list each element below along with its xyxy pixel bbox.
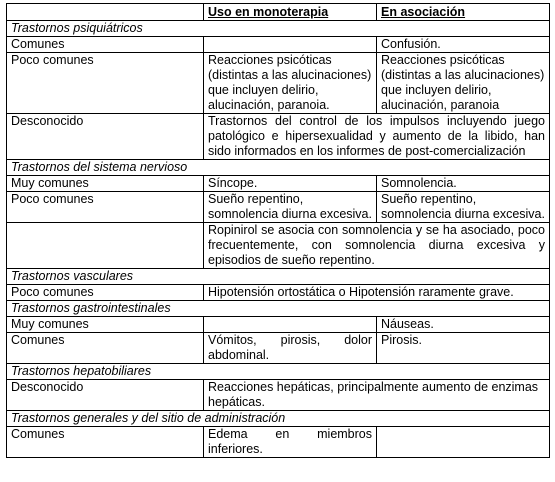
monotherapy-cell: Reacciones psicóticas (distintas a las alucinaciones) que incluyen delirio, alucinación, paranoia. (204, 53, 377, 114)
monotherapy-cell: Edema en miembros inferiores. (204, 427, 377, 458)
table-row (7, 317, 550, 333)
table-row (7, 380, 550, 411)
frequency-cell: Poco comunes (7, 192, 204, 223)
section-hepatobiliary: Trastornos hepatobiliares (7, 364, 550, 380)
section-vascular: Trastornos vasculares (7, 269, 550, 285)
monotherapy-cell: Vómitos, pirosis, dolor abdominal. (204, 333, 377, 364)
table-row (7, 223, 550, 269)
table-row (7, 333, 550, 364)
table-row (7, 427, 550, 458)
adverse-reactions-table (6, 3, 550, 458)
table-row (7, 285, 550, 301)
header-monotherapy: Uso en monoterapia (204, 4, 377, 21)
frequency-cell: Comunes (7, 333, 204, 364)
table-row (7, 53, 550, 114)
section-row (7, 411, 550, 427)
combination-cell: Confusión. (377, 37, 550, 53)
merged-cell: Reacciones hepáticas, principalmente aumento de enzimas hepáticas. (204, 380, 550, 411)
combination-cell: Pirosis. (377, 333, 550, 364)
frequency-cell: Comunes (7, 427, 204, 458)
merged-cell: Ropinirol se asocia con somnolencia y se ha asociado, poco frecuentemente, con somnolencia diurna excesiva y episodios de sueño repentino. (204, 223, 550, 269)
monotherapy-cell: Sueño repentino, somnolencia diurna excesiva. (204, 192, 377, 223)
header-row (7, 4, 550, 21)
merged-cell: Hipotensión ortostática o Hipotensión raramente grave. (204, 285, 550, 301)
monotherapy-cell (204, 317, 377, 333)
section-gastrointestinal: Trastornos gastrointestinales (7, 301, 550, 317)
frequency-cell: Poco comunes (7, 285, 204, 301)
table-row (7, 114, 550, 160)
section-general: Trastornos generales y del sitio de administración (7, 411, 550, 427)
frequency-cell: Desconocido (7, 380, 204, 411)
section-nervous-system: Trastornos del sistema nervioso (7, 160, 550, 176)
header-combination: En asociación (377, 4, 550, 21)
section-row (7, 160, 550, 176)
combination-cell: Reacciones psicóticas (distintas a las alucinaciones) que incluyen delirio, alucinación, paranoia (377, 53, 550, 114)
header-frequency (7, 4, 204, 21)
table-row (7, 37, 550, 53)
frequency-cell: Desconocido (7, 114, 204, 160)
section-row (7, 301, 550, 317)
frequency-cell: Muy comunes (7, 176, 204, 192)
frequency-cell: Muy comunes (7, 317, 204, 333)
section-psychiatric: Trastornos psiquiátricos (7, 21, 550, 37)
frequency-cell: Comunes (7, 37, 204, 53)
monotherapy-cell (204, 37, 377, 53)
frequency-cell: Poco comunes (7, 53, 204, 114)
combination-cell (377, 427, 550, 458)
combination-cell: Náuseas. (377, 317, 550, 333)
frequency-cell (7, 223, 204, 269)
section-row (7, 269, 550, 285)
combination-cell: Somnolencia. (377, 176, 550, 192)
section-row (7, 21, 550, 37)
section-row (7, 364, 550, 380)
combination-cell: Sueño repentino, somnolencia diurna excesiva. (377, 192, 550, 223)
monotherapy-cell: Síncope. (204, 176, 377, 192)
merged-cell: Trastornos del control de los impulsos incluyendo juego patológico e hipersexualidad y aumento de la libido, han sido informados en los informes de post-comercialización (204, 114, 550, 160)
table-row (7, 192, 550, 223)
table-row (7, 176, 550, 192)
